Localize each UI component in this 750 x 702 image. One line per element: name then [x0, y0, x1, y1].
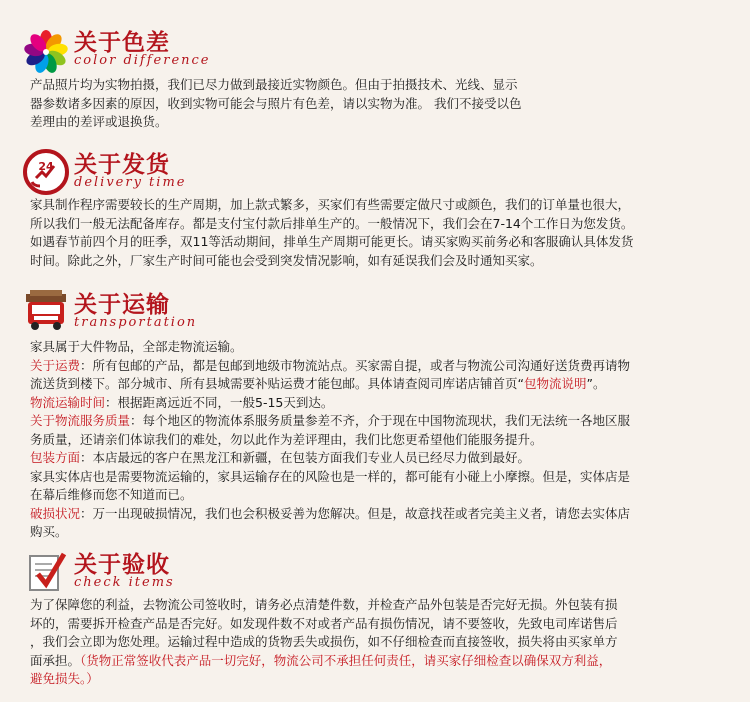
damage-label: 破损状况: [30, 505, 81, 521]
check-line: 避免损失。）: [30, 671, 99, 686]
color-body: [30, 76, 521, 132]
transport-fee-line: [30, 375, 630, 394]
check-body: [30, 596, 618, 689]
quality-text: ：每个地区的物流体系服务质量参差不齐，介于现在中国物流现状，我们无法统一各地区服: [130, 413, 631, 428]
truck-icon: [22, 288, 70, 336]
time-label: 物流运输时间: [30, 394, 106, 410]
delivery-header: [0, 146, 750, 198]
check-title: 关于验收: [74, 552, 170, 578]
check-text: 面承担。: [30, 652, 81, 668]
check-section: [0, 546, 750, 686]
color-line: 产品照片均为实物拍摄，我们已尽力做到最接近实物颜色。但由于拍摄技术、光线、显示: [30, 77, 518, 92]
transport-quality-line: [30, 412, 630, 431]
damage-text: ：万一出现破损情况，我们也会积极妥善为您解决。但是，故意找茬或者完美主义者，请您去实体店: [80, 505, 631, 521]
fee-label: 关于运费: [30, 357, 81, 373]
transport-title: 关于运输: [74, 292, 170, 318]
fee-text: ”。: [586, 376, 606, 391]
check-line: [30, 652, 618, 671]
delivery-line: 家具制作程序需要较长的生产周期，加上款式繁多，买家们有些需要定做尺寸或颜色，我们的订单量也很大，: [30, 197, 631, 212]
color-subtitle: color difference: [74, 53, 211, 68]
delivery-subtitle: delivery time: [74, 175, 187, 190]
delivery-line: 时间。除此之外，厂家生产时间可能也会受到突发情况影响，如有延误我们会及时通知买家。: [30, 252, 543, 268]
transport-time-line: [30, 394, 630, 413]
transport-fee-line: [30, 357, 630, 376]
clock-24-label: 24: [38, 160, 54, 173]
fee-text: ：所有包邮的产品，都是包邮到地级市物流站点。买家需自提，或者与物流公司沟通好送货费再请物: [80, 357, 631, 373]
pack-text: ：本店最远的客户在黑龙江和新疆，在包装方面我们专业人员已经尽力做到最好。: [80, 450, 531, 465]
delivery-line: 所以我们一般无法配备库存。都是支付宝付款后排单生产的。一般情况下，我们会在7-14个工作日为您发货。: [30, 215, 634, 231]
transport-damage-line: 购买。: [30, 524, 68, 539]
color-title: 关于色差: [74, 30, 170, 56]
transport-header: [0, 286, 750, 338]
transport-damage-line: [30, 505, 630, 524]
quality-label: 关于物流服务质量: [30, 413, 131, 428]
pack-label: 包装方面: [30, 450, 81, 465]
check-subtitle: check items: [74, 575, 175, 590]
time-text: ：根据距离远近不同，一般5-15天到达。: [105, 394, 334, 410]
color-section: [0, 24, 750, 129]
transport-store-line: 家具实体店也是需要物流运输的，家具运输存在的风险也是一样的，都可能有小碰上小摩擦。但是，实体店是: [30, 468, 631, 484]
delivery-section: [0, 146, 750, 268]
check-notice: （货物正常签收代表产品一切完好，物流公司不承担任何责任，请买家仔细检查以确保双方利益，: [80, 652, 612, 668]
transport-store-line: 在幕后维修而您不知道而已。: [30, 487, 193, 502]
check-header: [0, 546, 750, 598]
logistics-info-link[interactable]: 包物流说明: [523, 376, 587, 391]
check-line: 坏的，需要拆开检查产品是否完好。如发现件数不对或者产品有损伤情况，请不要签收，先致电司库诺售后: [30, 615, 618, 631]
color-line: 差理由的差评或退换货。: [30, 114, 168, 129]
clock-24-icon: [22, 148, 70, 196]
transport-quality-line: 务质量，还请亲们体谅我们的难处，勿以此作为差评理由，我们比您更希望他们能服务提升。: [30, 431, 543, 447]
color-header: [0, 24, 750, 76]
transport-subtitle: transportation: [74, 315, 198, 330]
delivery-line: 如遇春节前四个月的旺季，双11等活动期间，排单生产周期可能更长。请买家购买前务必和客服确认具体发货: [30, 234, 634, 249]
delivery-body: [30, 196, 633, 270]
color-flower-icon: [22, 26, 70, 74]
checklist-icon: [22, 548, 70, 596]
delivery-title: 关于发货: [74, 152, 170, 178]
check-line: 为了保障您的利益，去物流公司签收时，请务必点清楚件数，并检查产品外包装是否完好无损。外包装有损: [30, 597, 618, 612]
color-line: 器参数诸多因素的原因，收到实物可能会与照片有色差，请以实物为准。 我们不接受以色: [30, 95, 522, 111]
transport-pack-line: [30, 449, 630, 468]
transport-intro: 家具属于大件物品，全部走物流运输。: [30, 339, 243, 354]
check-line: ，我们会立即为您处理。运输过程中造成的货物丢失或损伤，如不仔细检查而直接签收，损失将由买家单方: [30, 634, 618, 649]
transport-body: [30, 338, 630, 542]
fee-text: 流送货到楼下。部分城市、所有县城需要补贴运费才能包邮。具体请查阅司库诺店铺首页“: [30, 376, 524, 391]
transport-section: [0, 286, 750, 539]
